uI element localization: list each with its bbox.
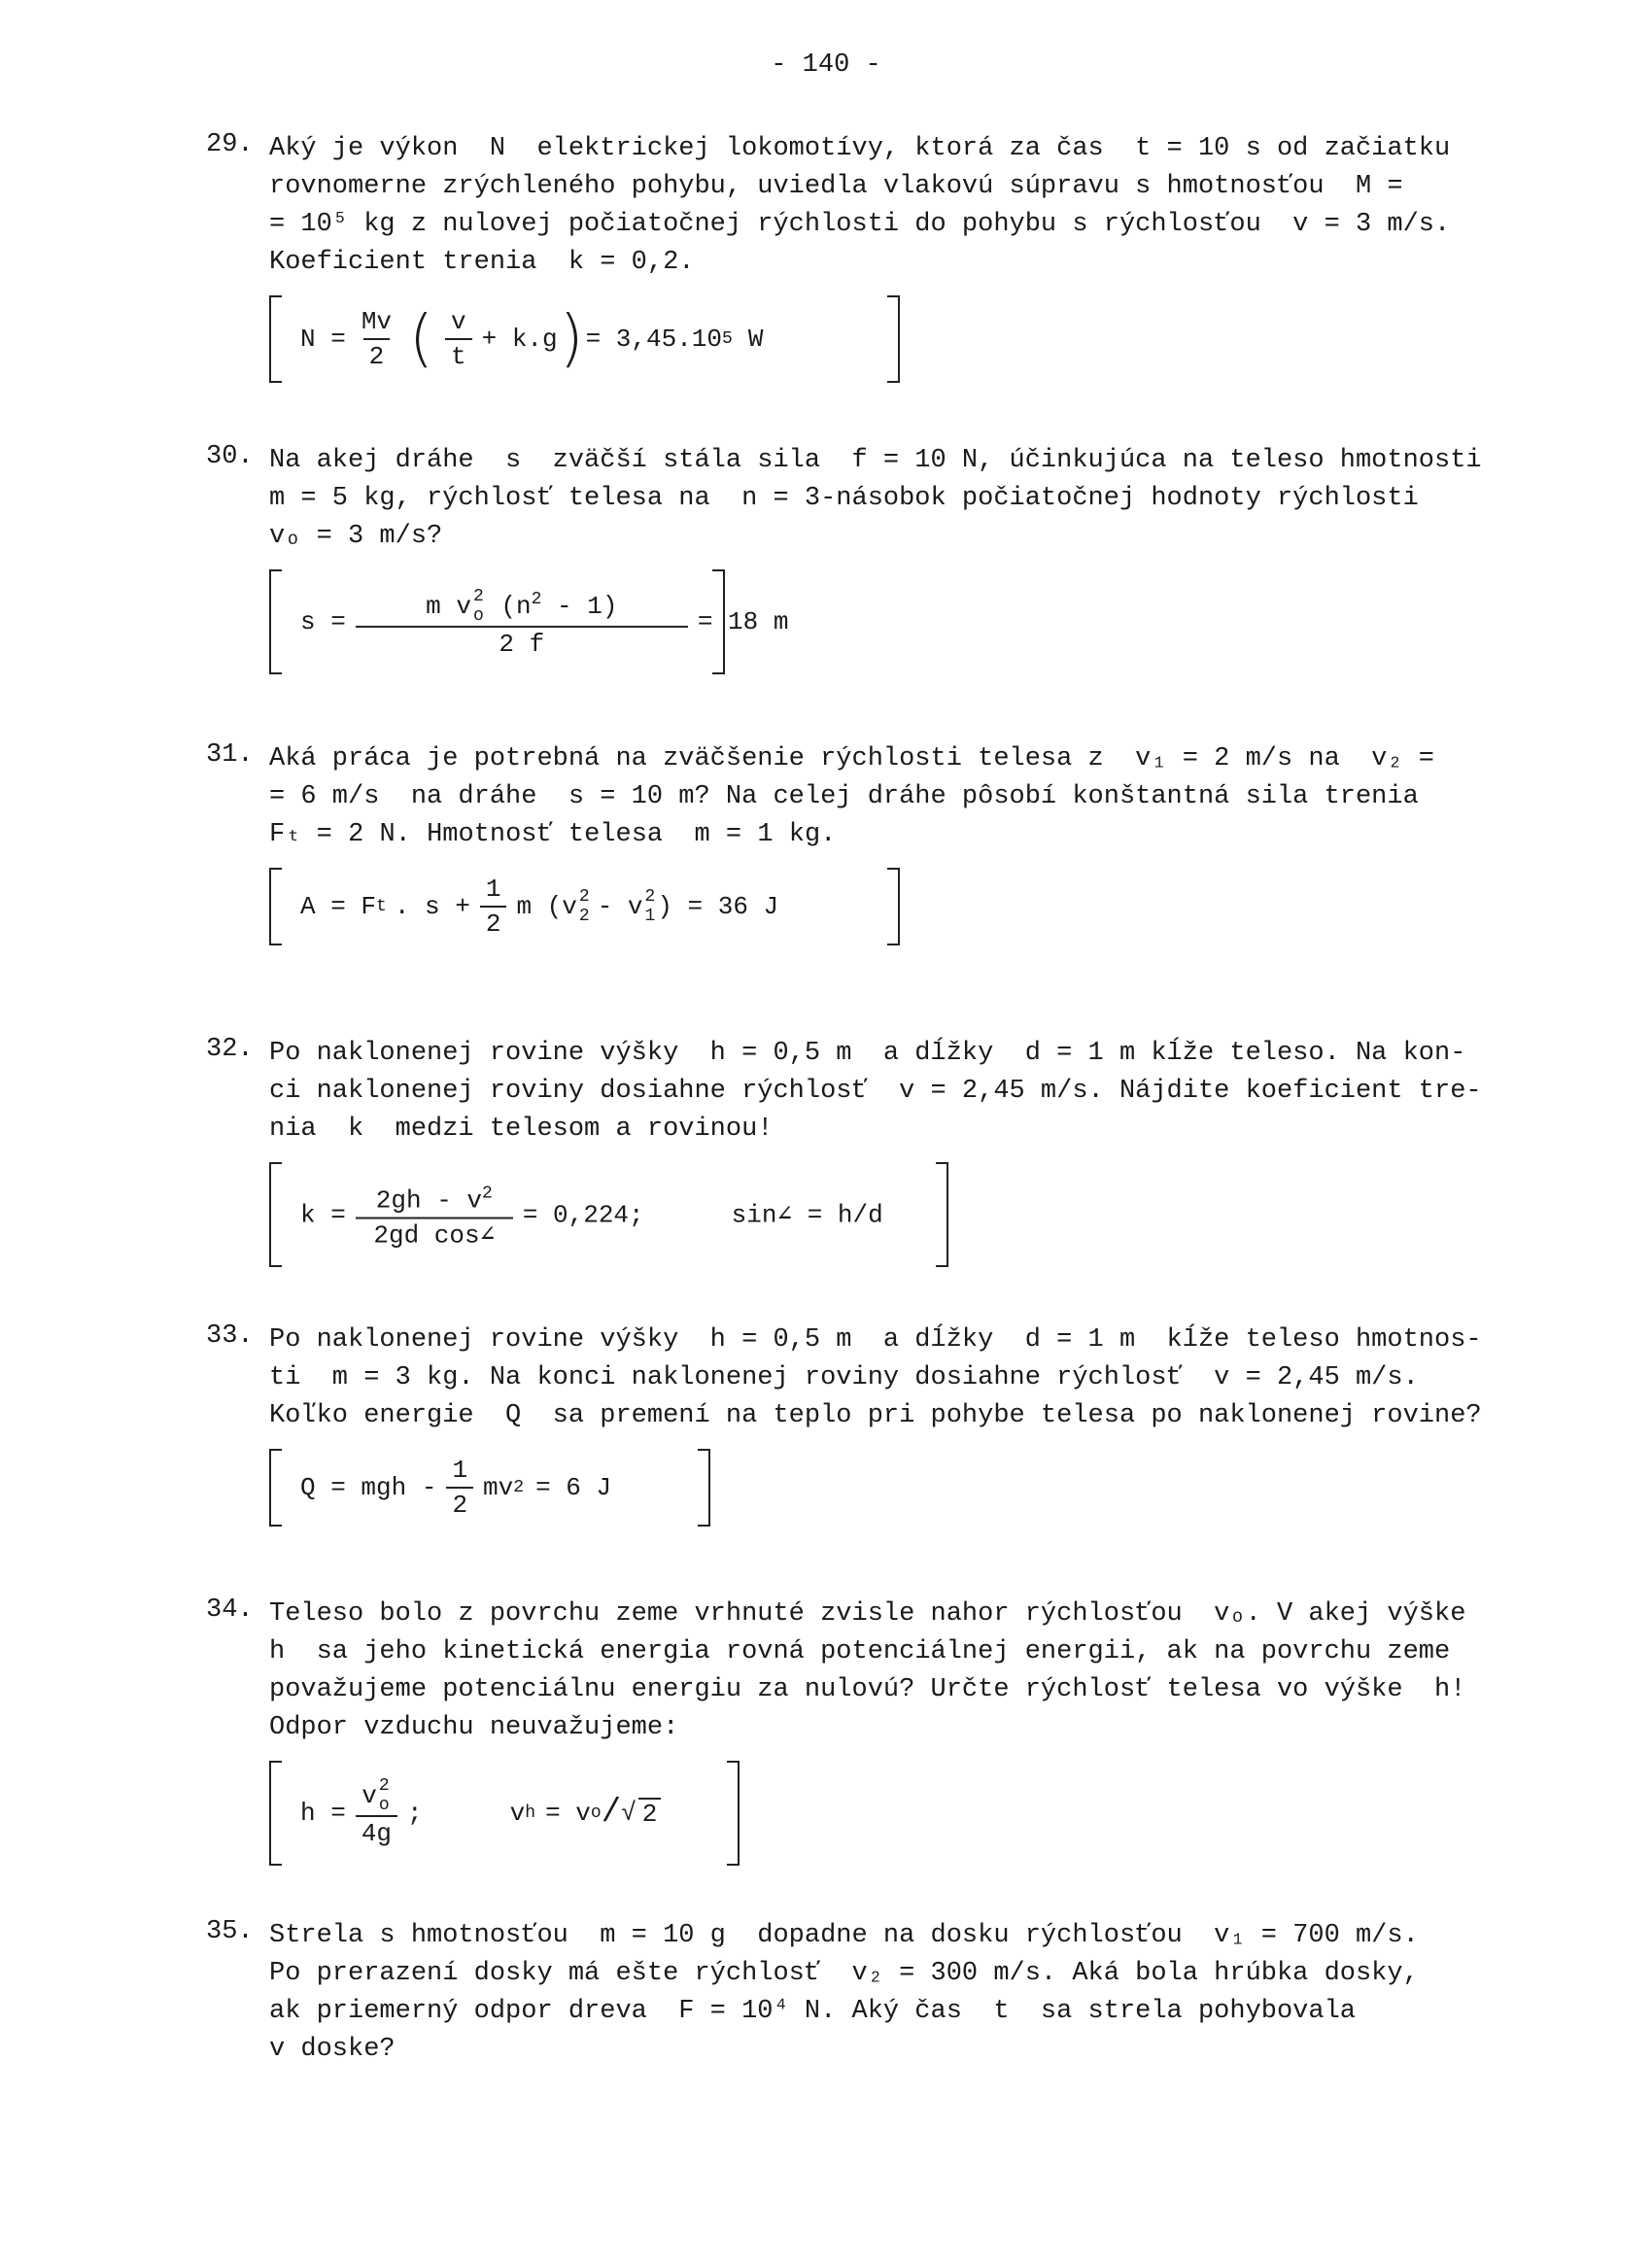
denominator: 2 <box>363 338 391 373</box>
left-bracket <box>269 569 282 674</box>
formula-note: sin∠ = h/d <box>731 1200 883 1230</box>
formula-term: v <box>509 1799 526 1828</box>
num-term: (n <box>500 591 532 621</box>
superscript: 2 <box>378 1776 390 1796</box>
fraction <box>356 1178 513 1253</box>
num-term: 2gh - v <box>375 1185 483 1216</box>
superscript: 2 <box>482 1184 493 1204</box>
subscript: o <box>378 1796 390 1815</box>
numerator: v <box>451 307 466 336</box>
problem-text: Po naklonenej rovine výšky h = 0,5 m a dĺžky d = 1 m kĺže teleso hmotnos- ti m = 3 kg. Na konci naklonenej roviny dosiahne rýchlosť v = 2,45 m/s. Koľko energie Q sa premení na teplo pri pohybe telesa po naklonenej rovine? <box>269 1325 1482 1430</box>
problem-text: Aký je výkon N elektrickej lokomotívy, ktorá za čas t = 10 s od začiatku rovnomerne zrýchleného pohybu, uviedla vlakovú súpravu s hmotnosťou M = = 10⁵ kg z nulovej počiatočnej rýchlosti do pohybu s rýchlosťou v = 3 m/s. Koeficient trenia k = 0,2. <box>269 134 1451 277</box>
problem-number: 29. <box>206 130 254 159</box>
sqrt-radicand: 2 <box>638 1798 662 1829</box>
denominator: t <box>445 338 472 373</box>
page-number: - 140 - <box>771 51 881 80</box>
numerator: 1 <box>485 875 501 904</box>
numerator <box>356 1776 396 1815</box>
problem-35 <box>206 1917 1508 2069</box>
problem-30 <box>206 442 1508 674</box>
numerator <box>370 1178 499 1218</box>
subscript: t <box>376 897 387 916</box>
sub-sup <box>645 887 656 926</box>
subscript: 2 <box>578 907 590 926</box>
superscript: 2 <box>513 1478 525 1497</box>
num-term: v <box>361 1780 377 1810</box>
problem-number: 33. <box>206 1322 254 1351</box>
left-bracket <box>269 1449 282 1527</box>
formula-lhs: k = <box>300 1200 346 1229</box>
fraction <box>356 1776 397 1850</box>
formula-result: = 6 J <box>535 1473 612 1502</box>
formula-term: - v <box>597 892 643 921</box>
superscript: 2 <box>578 887 590 907</box>
numerator: 1 <box>452 1456 468 1485</box>
answer-box <box>269 1761 740 1866</box>
formula <box>300 1178 883 1253</box>
right-bracket <box>727 1761 740 1866</box>
problem-29 <box>206 130 1508 383</box>
right-bracket <box>936 1162 948 1267</box>
problem-number: 31. <box>206 740 254 770</box>
answer-box <box>269 1449 711 1527</box>
left-bracket <box>269 868 282 945</box>
close-paren: ) <box>559 303 584 375</box>
answer-box <box>269 1162 949 1267</box>
left-bracket <box>269 1761 282 1866</box>
formula <box>300 1454 611 1522</box>
subscript: h <box>525 1803 536 1823</box>
problem-33 <box>206 1322 1508 1527</box>
problem-31 <box>206 740 1508 945</box>
separator: ; <box>407 1799 423 1828</box>
sub-sup <box>473 587 484 626</box>
problem-text: Strela s hmotnosťou m = 10 g dopadne na dosku rýchlosťou v₁ = 700 m/s. Po prerazení dosky má ešte rýchlosť v₂ = 300 m/s. Aká bola hrúbka dosky, ak priemerný odpor dreva F = 10⁴ N. Aký čas t sa strela pohybovala v doske? <box>269 1921 1419 2064</box>
problem-number: 34. <box>206 1596 254 1625</box>
answer-box <box>269 868 901 945</box>
superscript: 2 <box>531 589 542 609</box>
right-bracket <box>887 868 900 945</box>
formula-lhs: h = <box>300 1799 346 1828</box>
fraction <box>445 305 472 373</box>
formula-lhs: s = <box>300 607 346 636</box>
exponent: 5 <box>722 329 733 349</box>
left-bracket <box>269 295 282 383</box>
denominator: 2 <box>480 906 507 941</box>
denominator: 4g <box>356 1815 397 1850</box>
sqrt-sign: √ <box>621 1799 637 1828</box>
formula-result: = 0,224; <box>522 1200 644 1229</box>
formula <box>300 583 788 661</box>
sub-sup <box>379 1776 390 1815</box>
answer-box <box>269 295 901 383</box>
problem-number: 35. <box>206 1917 254 1946</box>
answer-box <box>269 569 789 674</box>
problem-text: Aká práca je potrebná na zväčšenie rýchlosti telesa z v₁ = 2 m/s na v₂ = = 6 m/s na dráhe s = 10 m? Na celej dráhe pôsobí konštantná sila trenia Fₜ = 2 N. Hmotnosť telesa m = 1 kg. <box>269 744 1434 849</box>
formula <box>300 305 763 373</box>
fraction <box>356 305 397 373</box>
formula-lhs: N = <box>300 325 346 354</box>
formula-result: = 18 m <box>697 607 789 636</box>
problem-number: 30. <box>206 442 254 471</box>
formula-result: ) = 36 J <box>657 892 779 921</box>
formula-term: . s + <box>394 892 470 921</box>
formula-result: = 3,45.10 <box>585 325 723 354</box>
denominator: 2 <box>446 1487 473 1522</box>
superscript: 2 <box>472 587 484 607</box>
formula-term: m (v <box>516 892 577 921</box>
unit: W <box>747 325 764 354</box>
fraction <box>356 583 688 661</box>
slash: / <box>601 1795 622 1832</box>
right-bracket <box>887 295 900 383</box>
subscript: 1 <box>644 907 656 926</box>
open-paren: ( <box>409 303 433 375</box>
problem-32 <box>206 1035 1508 1267</box>
denominator: 2 f <box>356 626 688 661</box>
formula-term: = v <box>545 1799 591 1828</box>
subscript: o <box>590 1803 602 1823</box>
formula-term: mv <box>483 1473 514 1502</box>
sub-sup <box>579 887 590 926</box>
numerator: Mv <box>361 307 393 336</box>
problem-34 <box>206 1596 1508 1866</box>
right-bracket <box>698 1449 710 1527</box>
problem-number: 32. <box>206 1035 254 1064</box>
formula-lhs: Q = mgh - <box>300 1473 437 1502</box>
formula-term: + k.g <box>481 325 558 354</box>
subscript: o <box>472 606 484 627</box>
left-bracket <box>269 1162 282 1267</box>
problem-text: Teleso bolo z povrchu zeme vrhnuté zvisle nahor rýchlosťou vₒ. V akej výške h sa jeho kinetická energia rovná potenciálnej energii, ak na povrchu zeme považujeme potenciálnu energiu za nulovú? Určte rýchlosť telesa vo výške h! Odpor vzduchu neuvažujeme: <box>269 1599 1466 1742</box>
superscript: 2 <box>644 887 656 907</box>
formula <box>300 873 778 941</box>
num-term: m v <box>426 591 471 621</box>
problem-text: Po naklonenej rovine výšky h = 0,5 m a dĺžky d = 1 m kĺže teleso. Na kon- ci naklonenej roviny dosiahne rýchlosť v = 2,45 m/s. Nájdite koeficient tre- nia k medzi telesom a rovinou! <box>269 1039 1482 1144</box>
formula-lhs: A = F <box>300 892 377 921</box>
problem-text: Na akej dráhe s zväčší stála sila f = 10 N, účinkujúca na teleso hmotnosti m = 5 kg, rýchlosť telesa na n = 3-násobok počiatočnej hodnoty rýchlosti vₒ = 3 m/s? <box>269 446 1482 551</box>
fraction <box>446 1454 473 1522</box>
fraction <box>480 873 507 941</box>
formula <box>300 1776 661 1850</box>
num-term: - 1) <box>557 591 618 621</box>
denominator: 2gd cos∠ <box>356 1218 513 1253</box>
numerator <box>420 583 623 626</box>
